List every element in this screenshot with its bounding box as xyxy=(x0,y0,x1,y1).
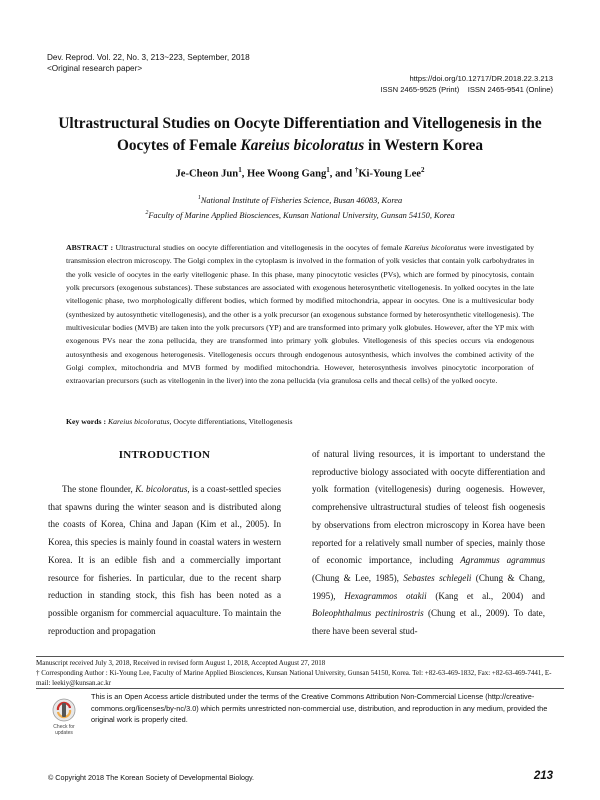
body-text: , is a coast-settled species that spawns during the winter season and is distributed along the coasts of Korea, China and Japan (Kim et al., 2005). In Korea, this species is mainly found in coastal waters in western Korea. It is an edible fish and a commercially important resource for fisheries. In particular, due to the recent sharp reduction in standing stock, this fish has been noted as a possible organism for commercial aquaculture. To maintain the reproduction and propagation xyxy=(48,484,282,636)
issn: ISSN 2465-9525 (Print) ISSN 2465-9541 (Online) xyxy=(380,85,553,94)
paper-type: <Original research paper> xyxy=(47,64,143,73)
species-name: Boleophthalmus pectinirostris xyxy=(312,608,424,619)
author-1-affil: 1 xyxy=(238,166,242,174)
journal-citation: Dev. Reprod. Vol. 22, No. 3, 213~223, September, 2018 xyxy=(47,53,250,62)
title-text: Oocytes of Female xyxy=(116,137,241,154)
species-name: Sebastes schlegeli xyxy=(403,572,472,583)
footnotes xyxy=(36,659,564,688)
author-sep: , xyxy=(241,168,247,180)
body-column-right xyxy=(312,446,545,641)
body-column-left xyxy=(48,481,281,640)
keywords-label: Key words : xyxy=(66,417,107,426)
body-text: (Chung et al., 2009). To date, there have been several stud- xyxy=(312,608,545,637)
manuscript-dates: Manuscript received July 3, 2018, Received in revised form August 1, 2018, Accepted August 27, 2018 xyxy=(36,659,326,667)
section-heading-introduction: INTRODUCTION xyxy=(118,449,211,461)
abstract-text: Ultrastructural studies on oocyte differentiation and vitellogenesis in the oocytes of female xyxy=(113,243,405,252)
check-for-updates-badge[interactable] xyxy=(48,697,80,737)
corresponding-dagger: † xyxy=(354,166,359,174)
affiliation-2-sup: 2 xyxy=(145,210,149,216)
abstract-text-2: were investigated by transmission electron microscopy. The Golgi complex in the cytoplasm is involved in the formation of yolk vesicles that contain yolk carbohydrates in the yolk vesicle of oocytes in the early vitellogenic phase. In this phase, many pinocytotic vesicles (PVs), which are formed by pinocytosis, contain yolk precursors (exogenous substances). These substances are associated with exogenous heterosynthetic vitellogenesis. In yolked oocytes in the late vitellogenic phase, two morphologically different bodies, which formed by modified mitochondria, appear in oocytes. One is a multivesicular body (synthesized by autosynthetic vitellogenesis), and the other is a yolk precursor (an exogenous substance formed by heterosynthetic vitellogenesis). The multivesicular bodies (MVB) are taken into the yolk precursors (YP) and are transformed into primary yolk globules. However, after the YP mix with exogenous PVs near the zona pellucida, they are transformed into primary yolk globules. Vitellogenesis of this species occurs via endogenous autosynthesis and exogenous heterogenesis. Vitellogenesis occurs through endogenous autosynthesis, which involves the combined activity of the Golgi complex, mitochondria and MVB formed by modified mitochondria. However, heterosynthesis involves pinocytotic incorporation of extraovarian precursors (such as vitellogenin in the liver) into the zona pellucida (via granulosa cells and thecal cells) of the yolked oocyte. xyxy=(66,243,534,386)
footnote-divider xyxy=(36,656,564,657)
intro-paragraph-1 xyxy=(48,481,281,640)
body-text: (Chung & Lee, 1985), xyxy=(312,572,404,583)
title-text-end: in Western Korea xyxy=(364,137,484,154)
body-text: (Kang et al., 2004) and xyxy=(426,590,545,601)
copyright: © Copyright 2018 The Korean Society of Developmental Biology. xyxy=(48,773,254,782)
author-2-affil: 1 xyxy=(326,166,330,174)
species-name: Agrammus agrammus xyxy=(460,555,545,566)
check-updates-label xyxy=(44,724,84,736)
corresponding-author: † Corresponding Author : Ki-Young Lee, Faculty of Marine Applied Biosciences, Kunsan National University, Gunsan 54150, Korea. Tel: +82-63-469-1832, Fax: +82-63-469-7441, E-mail: leekiy@kunsan.ac.kr xyxy=(36,668,552,687)
author-3: Ki-Young Lee xyxy=(358,168,421,180)
license-divider xyxy=(36,688,564,689)
abstract xyxy=(66,241,534,388)
title-line-2 xyxy=(40,135,560,157)
author-3-affil: 2 xyxy=(421,166,425,174)
body-text: (Chung & Chang, 1995), xyxy=(312,572,545,601)
badge-line-2: updates xyxy=(55,730,73,736)
abstract-label: ABSTRACT : xyxy=(66,243,114,252)
badge-line-1: Check for xyxy=(53,724,75,730)
affiliation-1-text: National Institute of Fisheries Science, Busan 46083, Korea xyxy=(200,195,403,205)
abstract-species: Kareius bicoloratus xyxy=(404,243,467,252)
affiliation-2-text: Faculty of Marine Applied Biosciences, Kunsan National University, Gunsan 54150, Korea xyxy=(148,210,455,220)
keyword-species: Kareius bicoloratus xyxy=(107,417,170,426)
keywords xyxy=(66,416,534,428)
title-species: Kareius bicoloratus xyxy=(240,137,365,154)
species-name: K. bicoloratus xyxy=(135,484,188,494)
page-number: 213 xyxy=(533,770,553,782)
affiliation-1-sup: 1 xyxy=(197,195,201,201)
affiliation-1 xyxy=(40,192,560,207)
author-2: Hee Woong Gang xyxy=(247,168,327,180)
open-access-license: This is an Open Access article distributed under the terms of the Creative Commons Attribution Non-Commercial License (http://creative-commons.org/licenses/by-nc/3.0) which permits unrestricted non-commercial use, distribution, and reproduction in any medium, provided the original work is properly cited. xyxy=(91,692,548,724)
doi-block xyxy=(380,73,553,95)
body-text: The stone flounder, xyxy=(62,484,136,494)
species-name: Hexagrammos otakii xyxy=(344,590,427,601)
author-1: Je-Cheon Jun xyxy=(175,168,239,180)
author-sep: , and xyxy=(329,168,355,180)
journal-header xyxy=(47,52,250,74)
title-line-1: Ultrastructural Studies on Oocyte Differentiation and Vitellogenesis in the xyxy=(58,115,542,132)
affiliation-2 xyxy=(40,207,560,222)
intro-paragraph-continued xyxy=(312,446,545,641)
paper-title xyxy=(40,113,560,157)
body-text: of natural living resources, it is important to understand the reproductive biology associated with oocyte differentiation and yolk formation (vitellogenesis) during oogenesis. However, comprehensive ultrastructural studies of teleost fish oogenesis by observations from electron microscopy in Korea have been reported for a relatively small number of species, mainly those of economic importance, including xyxy=(312,449,545,566)
author-list xyxy=(40,163,560,182)
doi-link[interactable]: https://doi.org/10.12717/DR.2018.22.3.213 xyxy=(409,74,553,83)
keywords-rest: , Oocyte differentiations, Vitellogenesis xyxy=(169,417,293,426)
